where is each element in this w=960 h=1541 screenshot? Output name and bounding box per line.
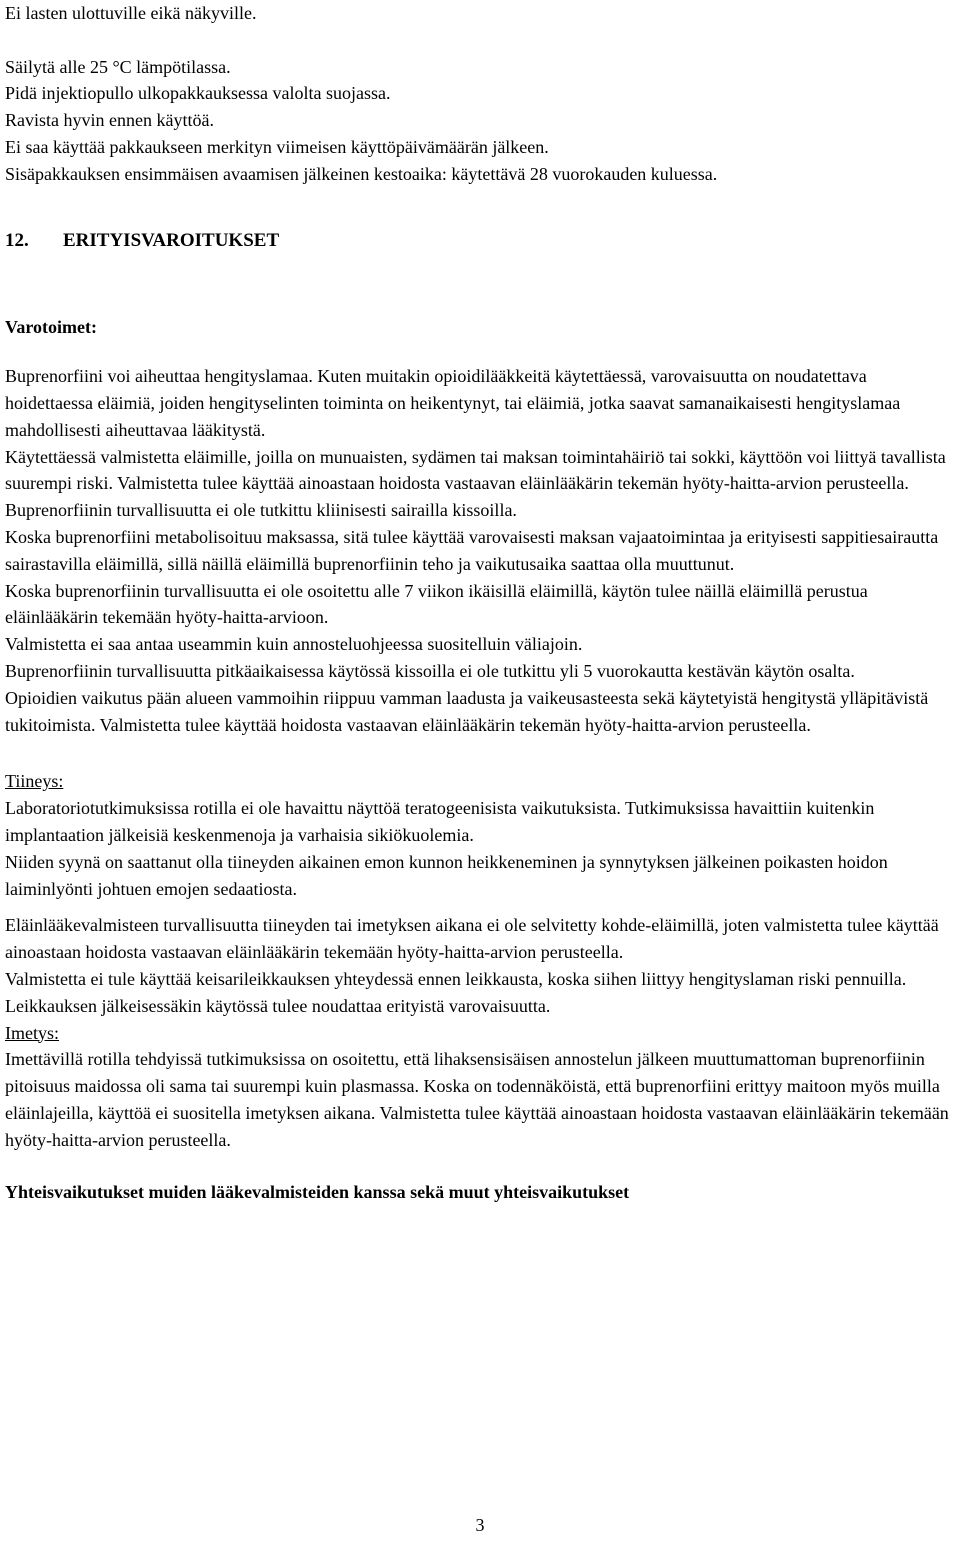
storage-block <box>5 0 955 188</box>
text-line: Ravista hyvin ennen käyttöä. <box>5 110 214 131</box>
paragraph: Opioidien vaikutus pään alueen vammoihin riippuu vamman laadusta ja vaikeusasteesta sekä käytetyistä hengitystä ylläpitävistä tukitoimista. Valmistetta tulee käyttää hoidosta vastaavan eläinlääkärin tekemän hyöty-haitta-arvion perusteella. <box>5 687 929 735</box>
text-line: Sisäpakkauksen ensimmäisen avaamisen jälkeinen kestoaika: käytettävä 28 vuorokauden kuluessa. <box>5 163 718 184</box>
paragraph: Koska buprenorfiinin turvallisuutta ei ole osoitettu alle 7 viikon ikäisillä eläimillä, käytön tulee näillä eläimillä perustua eläinlääkärin tekemään hyöty-haitta-arvioon. <box>5 580 868 628</box>
section-title: ERITYISVAROITUKSET <box>63 229 280 251</box>
paragraph: Koska buprenorfiini metabolisoituu maksassa, sitä tulee käyttää varovaisesti maksan vajaatoimintaa ja erityisesti sappitiesairautta sairastavilla eläimillä, sillä näillä eläimillä buprenorfiinin teho ja vaikutusaika saattaa olla muuttunut. <box>5 526 939 574</box>
page-number: 3 <box>475 1515 485 1535</box>
paragraph: Valmistetta ei tule käyttää keisarileikkauksen yhteydessä ennen leikkausta, koska siihen liittyy hengityslaman riski pennuilla. Leikkauksen jälkeisessäkin käytössä tulee noudattaa erityistä varovaisuutta. <box>5 968 907 1016</box>
text-line: Ei saa käyttää pakkaukseen merkityn viimeisen käyttöpäivämäärän jälkeen. <box>5 136 549 157</box>
lactation-heading: Imetys: <box>5 1022 59 1043</box>
precautions-heading: Varotoimet: <box>5 317 97 338</box>
text-line: Ei lasten ulottuville eikä näkyville. <box>5 3 257 23</box>
document-page <box>5 0 955 1206</box>
paragraph: Buprenorfiinin turvallisuutta pitkäaikaisessa käytössä kissoilla ei ole tutkittu yli 5 vuorokautta kestävän käytön osalta. <box>5 660 855 681</box>
paragraph: Valmistetta ei saa antaa useammin kuin annosteluohjeessa suositelluin väliajoin. <box>5 634 583 655</box>
text-line: Pidä injektiopullo ulkopakkauksessa valolta suojassa. <box>5 83 391 104</box>
section-heading <box>5 228 955 255</box>
paragraph: Imettävillä rotilla tehdyissä tutkimuksissa on osoitettu, että lihaksensisäisen annostelun jälkeen muuttumattoman buprenorfiinin pitoisuus maidossa oli sama tai suurempi kuin plasmassa. Koska on todennäköistä, että buprenorfiini erittyy maitoon myös muilla eläinlajeilla, käyttöä ei suositella imetyksen aikana. Valmistetta tulee käyttää ainoastaan hoidosta vastaavan eläinlääkärin tekemään hyöty-haitta-arvion perusteella. <box>5 1049 949 1150</box>
paragraph: Eläinlääkevalmisteen turvallisuutta tiineyden tai imetyksen aikana ei ole selvitetty kohde-eläimillä, joten valmistetta tulee käyttää ainoastaan hoidosta vastaavan eläinlääkärin tekemään hyöty-haitta-arvion perusteella. <box>5 915 939 963</box>
paragraph: Laboratoriotutkimuksissa rotilla ei ole havaittu näyttöä teratogeenisista vaikutuksista. Tutkimuksissa havaittiin kuitenkin implantaation jälkeisiä keskenmenoja ja varhaisia sikiökuolemia. <box>5 798 875 845</box>
paragraph: Käytettäessä valmistetta eläimille, joilla on munuaisten, sydämen tai maksan toimintahäiriö tai sokki, käyttöön voi liittyä tavallista suurempi riski. Valmistetta tulee käyttää ainoastaan hoidosta vastaavan eläinlääkärin tekemän hyöty-haitta-arvion perusteella. Buprenorfiinin turvallisuutta ei ole tutkittu kliinisesti sairailla kissoilla. <box>5 446 946 521</box>
text-line: Säilytä alle 25 °C lämpötilassa. <box>5 56 231 77</box>
pregnancy-body <box>5 795 955 1019</box>
pregnancy-heading: Tiineys: <box>5 771 64 792</box>
section-number: 12. <box>5 229 29 251</box>
interactions-heading: Yhteisvaikutukset muiden lääkevalmisteiden kanssa sekä muut yhteisvaikutukset <box>5 1182 630 1203</box>
precautions-body <box>5 363 955 738</box>
paragraph: Buprenorfiini voi aiheuttaa hengityslamaa. Kuten muitakin opioidilääkkeitä käytettäessä, varovaisuutta on noudatettava hoidettaessa eläimiä, joiden hengityselinten toiminta on heikentynyt, tai eläimiä, jotka saavat samanaikaisesti hengityslamaa mahdollisesti aiheuttavaa lääkitystä. <box>5 366 901 440</box>
paragraph: Niiden syynä on saattanut olla tiineyden aikainen emon kunnon heikkeneminen ja synnytyksen jälkeinen poikasten hoidon laiminlyönti johtuen emojen sedaatiosta. <box>5 851 888 899</box>
